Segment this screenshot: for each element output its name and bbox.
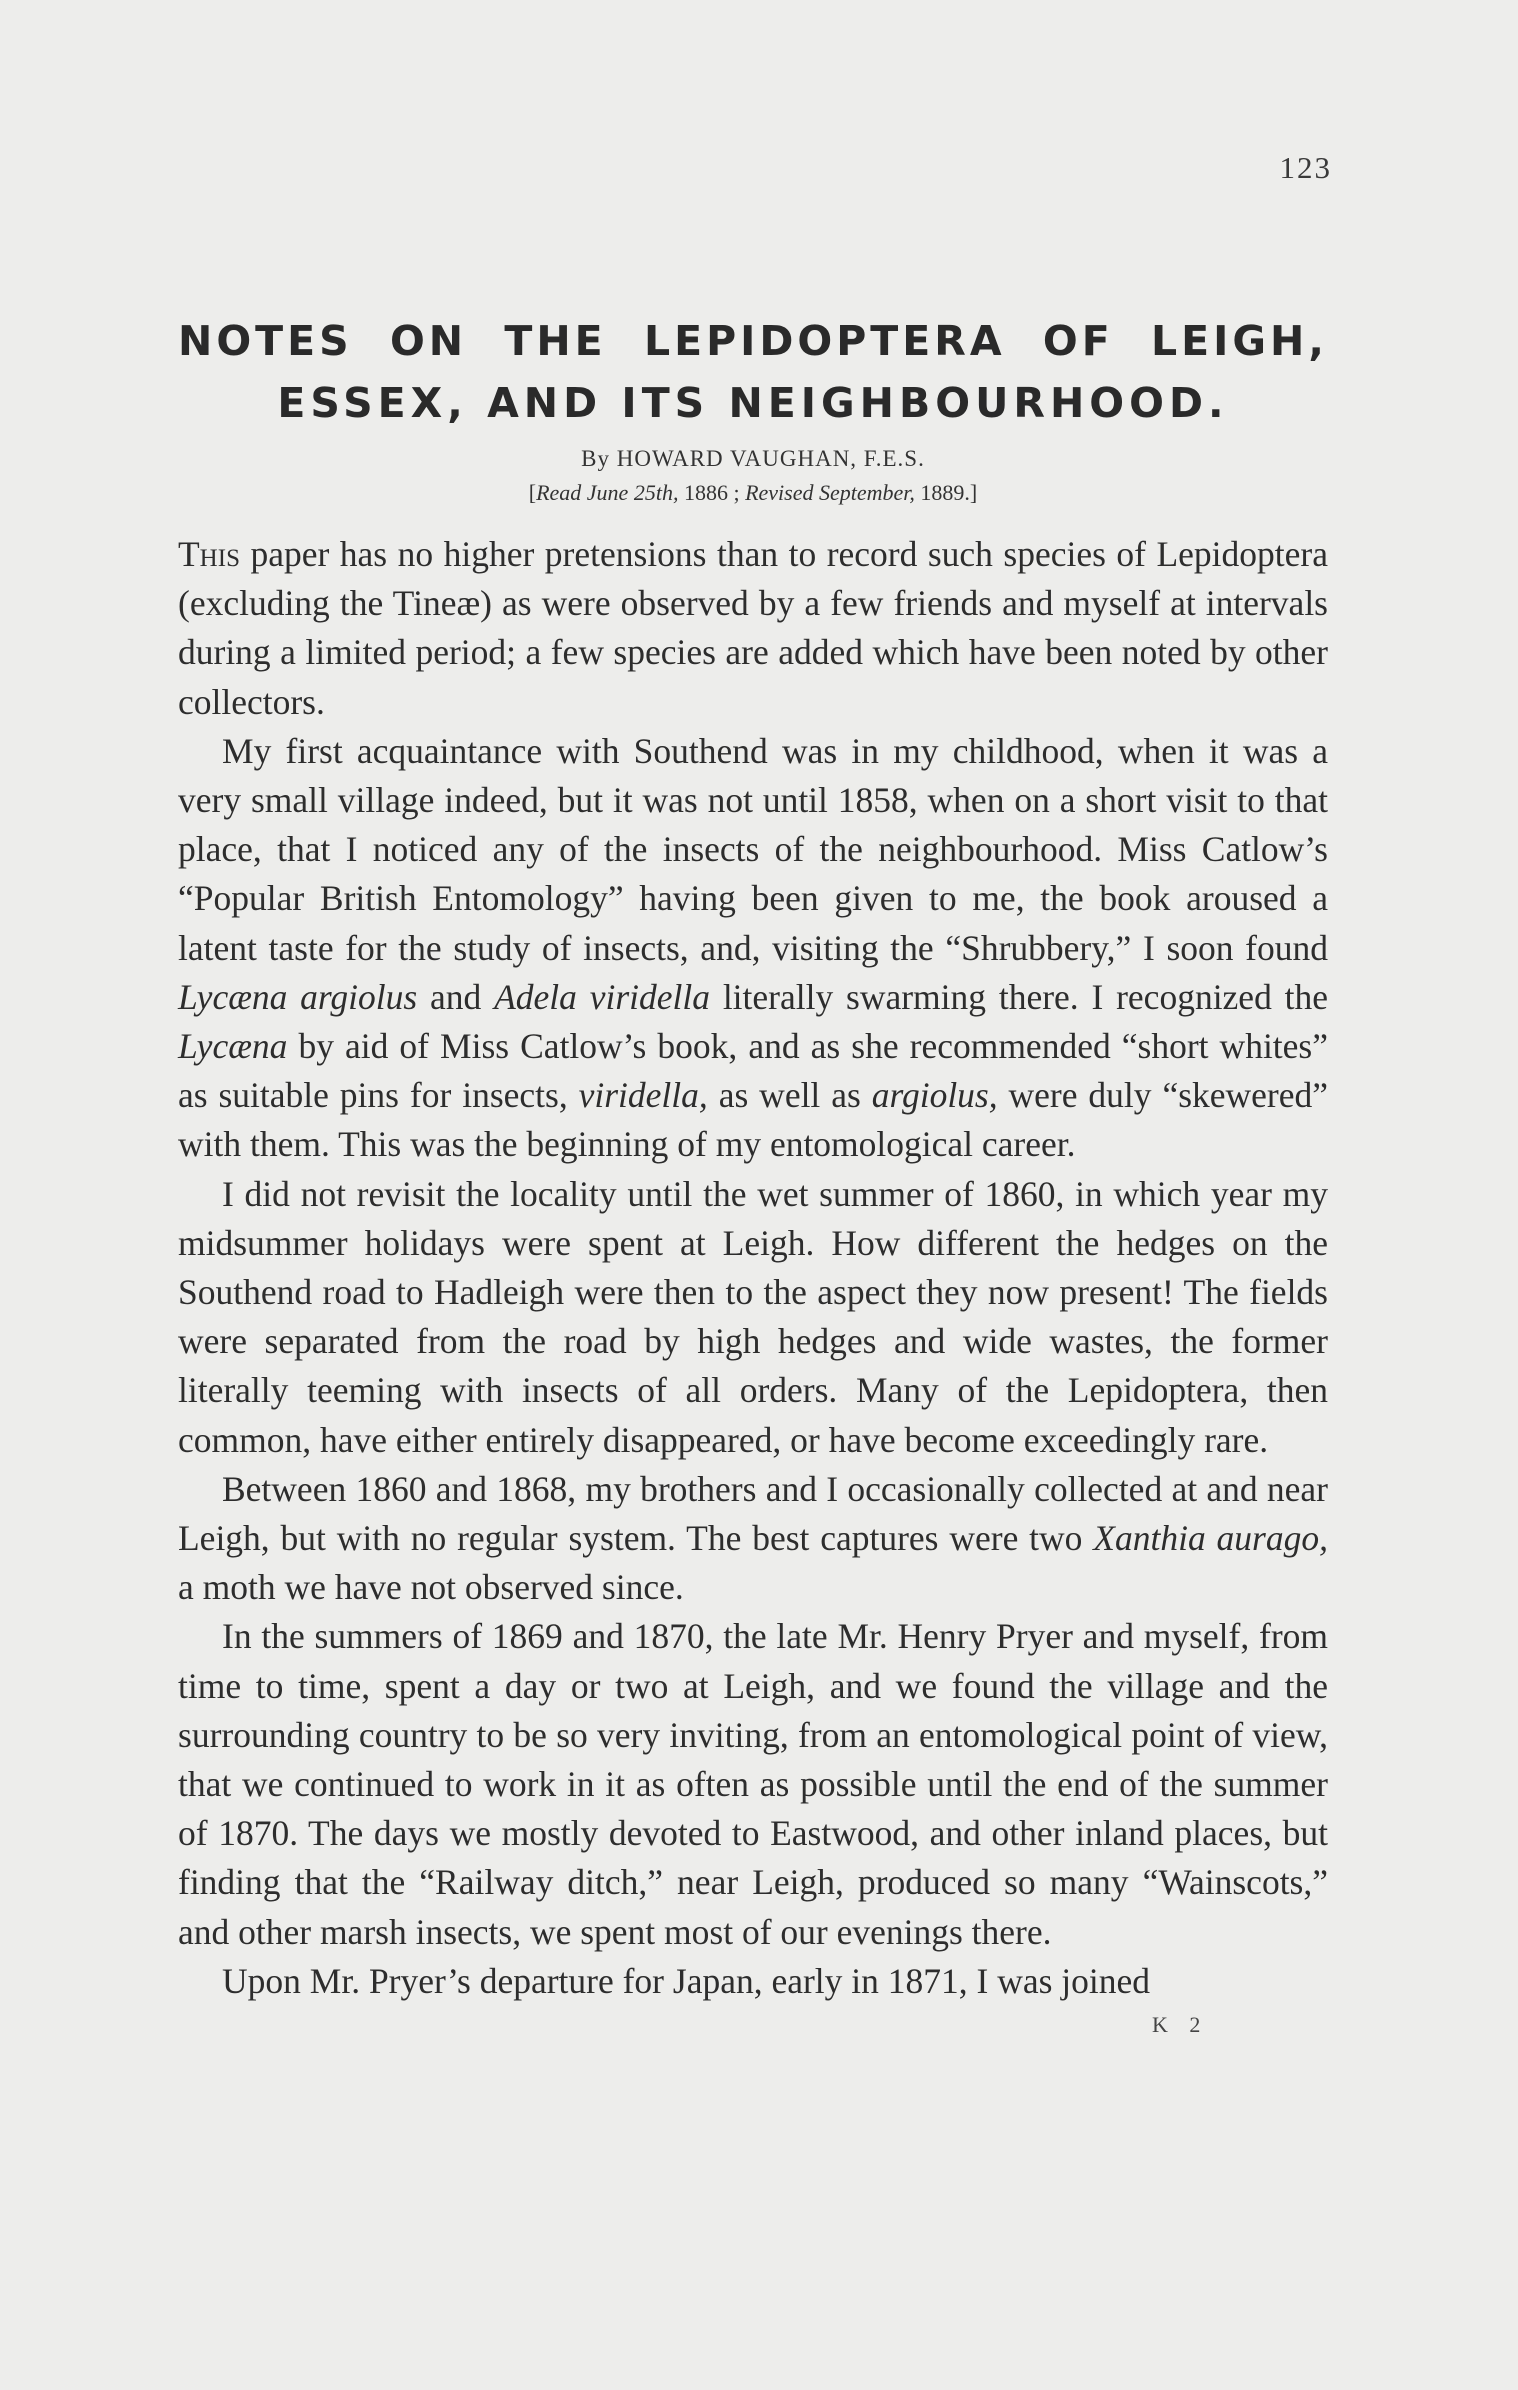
paragraph-1 [178,530,1328,727]
read-date-label: Read June 25th, [536,480,679,505]
paragraph-lead-word: This [178,534,240,574]
paragraph-text: and [417,976,495,1017]
article-body [178,530,1328,2006]
paragraph-6: Upon Mr. Pryer’s departure for Japan, early in 1871, I was joined [222,1960,1151,2001]
paragraph-4 [178,1465,1328,1613]
species-name: Xanthia aurago, [1093,1518,1329,1559]
author-byline: By HOWARD VAUGHAN, F.E.S. [581,446,925,471]
species-name: Adela viridella [494,976,711,1017]
article-header [178,310,1328,506]
signature-mark: K 2 [1152,2012,1209,2037]
paragraph-text: Between 1860 and 1868, my brothers and I occasionally collected at and near Leigh, but with no regular system. The best captures were two [178,1468,1328,1559]
species-name: Lycæna argiolus [178,976,418,1017]
species-name: Lycæna [178,1026,288,1067]
paragraph-2 [178,727,1328,1170]
paragraph-text: by aid of Miss Catlow’s book, and as she recommended “short whites” as suitable pins for insects, [178,1026,1328,1116]
article-title-line-2: ESSEX, AND ITS NEIGHBOURHOOD. [277,379,1229,427]
read-date-year: 1886 ; [678,480,746,505]
paragraph-text: were duly “skewered” with them. This was the beginning of my entomological career. [178,1075,1329,1165]
paragraph-text: as well as [707,1075,872,1116]
title-word: LEIGH, [1151,317,1328,365]
article-title-line-1 [178,310,1328,372]
paragraph-text: paper has no higher pretensions than to record such species of Lepidoptera (excluding the Tineæ) as were observed by a few friends and myself at intervals during a limited period; a few species are added which have been noted by other collectors. [178,534,1328,722]
paragraph-text: a moth we have not observed since. [178,1567,684,1608]
paragraph-text: My first acquaintance with Southend was in my childhood, when it was a very small village indeed, but it was not until 1858, when on a short visit to that place, that I noticed any of the insects of the neighbourhood. Miss Catlow’s “Popular British Entomology” having been given to me, the book aroused a latent taste for the study of insects, and, visiting the “Shrubbery,” I soon found [178,730,1328,968]
revised-date-year: 1889.] [914,480,978,505]
paragraph-text: literally swarming there. I recognized the [710,976,1328,1017]
title-word: LEPIDOPTERA [643,317,1006,365]
revised-date-label: Revised September, [745,480,915,505]
title-word: THE [504,317,607,365]
paragraph-5: In the summers of 1869 and 1870, the late Mr. Henry Pryer and myself, from time to time, spent a day or two at Leigh, and we found the village and the surrounding country to be so very inviting, from an entomological point of view, that we continued to work in it as often as possible until the end of the summer of 1870. The days we mostly devoted to Eastwood, and other inland places, but finding that the “Railway ditch,” near Leigh, produced so many “Wainscots,” and other marsh insects, we spent most of our evenings there. [178,1616,1328,1952]
reading-dates [178,480,1328,506]
dates-bracket: [ [528,480,537,505]
paragraph-3: I did not revisit the locality until the wet summer of 1860, in which year my midsummer holidays were spent at Leigh. How different the hedges on the Southend road to Hadleigh were then to the aspect they now present! The fields were separated from the road by high hedges and wide wastes, the former literally teeming with insects of all orders. Many of the Lepidoptera, then common, have either entirely disappeared, or have become exceedingly rare. [178,1173,1328,1460]
page-number: 123 [1279,150,1332,185]
title-word: NOTES [178,317,353,365]
species-name: argiolus, [871,1075,998,1116]
species-name: viridella, [578,1075,708,1116]
title-word: OF [1042,317,1114,365]
title-word: ON [389,317,468,365]
